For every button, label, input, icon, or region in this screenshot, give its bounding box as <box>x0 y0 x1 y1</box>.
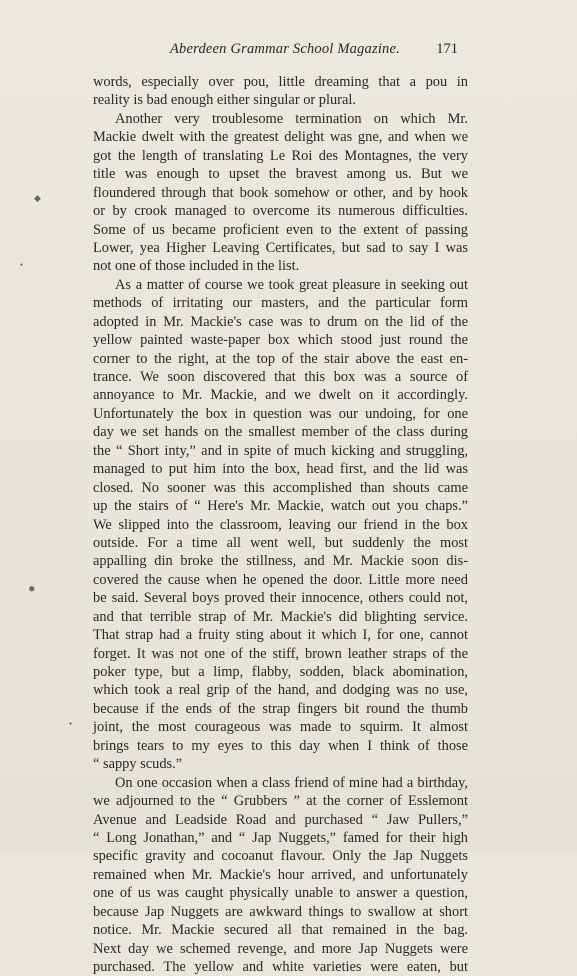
text-line: Another very troublesome termination on which Mr. <box>115 110 468 127</box>
text-line: because if the ends of the strap fingers bit round the thumb <box>93 700 468 717</box>
text-line: and that terrible strap of Mr. Mackie's did blighting service. <box>93 608 468 625</box>
text-line: yellow painted waste-paper box which stood just round the <box>93 332 468 349</box>
text-line: appalling din broke the stillness, and Mr. Mackie soon dis- <box>93 553 468 570</box>
margin-dot: ● <box>20 263 24 268</box>
text-line: We slipped into the classroom, leaving our friend in the box <box>93 516 468 533</box>
text-line: outside. For a time all went well, but suddenly the most <box>93 534 468 551</box>
text-line: That strap had a fruity sting about it which I, for one, cannot <box>93 627 468 644</box>
text-line: remained when Mr. Mackie's hour arrived, and unfortunately <box>93 866 468 883</box>
running-title: Aberdeen Grammar School Magazine. <box>170 41 400 57</box>
page-number: 171 <box>436 41 458 57</box>
text-line: methods of irritating our masters, and the particular form <box>93 295 468 312</box>
text-line: the “ Short inty,” and in spite of much kicking and struggling, <box>93 442 468 459</box>
text-line: Avenue and Leadside Road and purchased “ Jaw Pullers,” <box>93 811 468 828</box>
text-line: which took a real grip of the hand, and dodging was no use, <box>93 682 468 699</box>
text-line: one of us was caught physically unable to answer a question, <box>93 885 468 902</box>
text-line: “ Long Jonathan,” and “ Jap Nuggets,” famed for their high <box>93 829 468 846</box>
text-line: joint, the most courageous was made to squirm. It almost <box>93 719 468 736</box>
text-line: words, especially over pou, little dreaming that a pou in <box>93 74 468 90</box>
text-line: specific gravity and cocoanut flavour. Only the Jap Nuggets <box>93 848 468 865</box>
text-line: title was enough to upset the bravest among us. But we <box>93 166 468 183</box>
text-line: corner to the right, at the top of the stair above the east en- <box>93 350 468 367</box>
text-line: day we set hands on the smallest member of the class during <box>93 424 468 441</box>
text-line: covered the cause when he opened the door. Little more need <box>93 571 468 588</box>
text-line: As a matter of course we took great pleasure in seeking out <box>115 276 468 293</box>
text-line: brings tears to my eyes to this day when I think of those <box>93 737 468 754</box>
text-line: Mackie dwelt with the greatest delight was gne, and when we <box>93 129 468 146</box>
text-line: because Jap Nuggets are awkward things to swallow at short <box>93 903 468 920</box>
text-line: “ sappy scuds.” <box>93 756 183 773</box>
margin-mark: ✹ <box>28 584 36 594</box>
text-line: Unfortunately the box in question was our undoing, for one <box>93 405 468 422</box>
text-line: managed to put him into the box, head first, and the lid was <box>93 461 468 478</box>
margin-mark: ◆ <box>34 193 41 203</box>
text-line: Lower, yea Higher Leaving Certificates, but sad to say I was <box>93 239 468 256</box>
text-line: reality is bad enough either singular or plural. <box>93 92 356 109</box>
running-header <box>170 41 480 61</box>
text-line: adopted in Mr. Mackie's case was to drum on the lid of the <box>93 313 468 330</box>
text-line: up the stairs of “ Here's Mr. Mackie, watch out you chaps.” <box>93 498 468 515</box>
text-line: Next day we schemed revenge, and more Jap Nuggets were <box>93 940 468 957</box>
text-line: Some of us became proficient even to the extent of passing <box>93 221 468 238</box>
text-line: forget. It was not one of the stiff, brown leather straps of the <box>93 645 468 662</box>
text-line: floundered through that book somehow or other, and by hook <box>93 184 468 201</box>
margin-dot: ● <box>69 722 73 727</box>
text-line: annoyance to Mr. Mackie, and we dwelt on it accordingly. <box>93 387 468 404</box>
text-line: notice. Mr. Mackie secured all that remained in the bag. <box>93 922 468 939</box>
text-line: we adjourned to the “ Grubbers ” at the corner of Esslemont <box>93 793 468 810</box>
text-line: trance. We soon discovered that this box was a source of <box>93 369 468 385</box>
text-line: or by crook managed to overcome its numerous difficulties. <box>93 203 468 220</box>
text-line: be said. Several boys proved their innocence, others could not, <box>93 590 468 607</box>
text-line: not one of those included in the list. <box>93 258 300 275</box>
body-text <box>93 73 468 976</box>
text-line: got the length of translating Le Roi des Montagnes, the very <box>93 147 468 164</box>
text-line: closed. No sooner was this accomplished than shouts came <box>93 479 468 496</box>
text-line: On one occasion when a class friend of mine had a birthday, <box>115 774 468 791</box>
text-line: purchased. The yellow and white varieties were eaten, but <box>93 959 468 975</box>
text-line: poker type, but a limp, flabby, sodden, black abomination, <box>93 664 468 680</box>
